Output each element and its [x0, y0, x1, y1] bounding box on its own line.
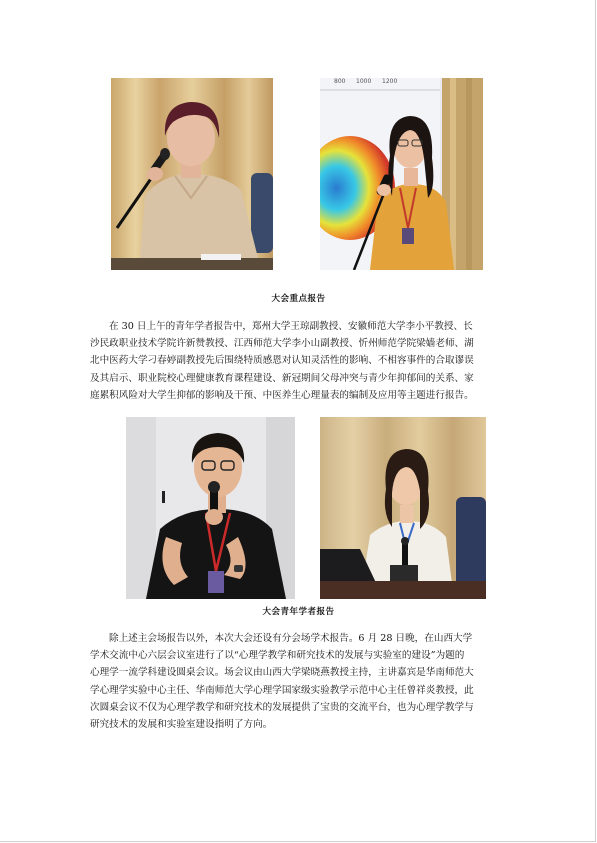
paragraph-line: 学术交流中心六层会议室进行了以“心理学教学和研究技术的发展与实验室的建设”为题的 — [90, 650, 465, 662]
svg-text:1200: 1200 — [382, 78, 398, 85]
paragraph-line: 及其启示、职业院校心理健康教育课程建设、新冠期间父母冲突与青少年抑郁间的关系、家 — [90, 372, 474, 384]
svg-text:1000: 1000 — [356, 78, 372, 85]
photo-keynote-speaker-1 — [111, 78, 273, 270]
figure1-caption: 大会重点报告 — [271, 294, 326, 304]
photo-young-scholar-2 — [320, 417, 486, 599]
paragraph-line: 心理学一流学科建设圆桌会议。场会议由山西大学梁晓燕教授主持，主讲嘉宾是华南师范大 — [90, 667, 474, 679]
paragraph-line: 沙民政职业技术学院许新赞教授、江西师范大学李小山副教授、忻州师范学院梁嫱老师、湖 — [90, 338, 474, 350]
paragraph-line: 在 30 日上午的青年学者报告中，郑州大学王琼副教授、安徽师范大学李小平教授、长 — [109, 321, 473, 332]
photo-keynote-speaker-2 — [320, 78, 483, 270]
paragraph-line: 次圆桌会议不仅为心理学教学和研究技术的发展提供了宝贵的交流平台，也为心理学教学与 — [90, 701, 474, 713]
paragraph-youth-scholar-reports — [90, 318, 520, 404]
photo-young-scholar-1 — [126, 417, 295, 599]
paragraph-line: 学心理学实验中心主任、华南师范大学心理学国家级实验教学示范中心主任曾祥炎教授，此 — [90, 684, 474, 696]
paragraph-line: 除上述主会场报告以外，本次大会还设有分会场学术报告。6 月 28 日晚，在山西大学 — [109, 633, 473, 644]
paragraph-line: 研究技术的发展和实验室建设指明了方向。 — [90, 719, 273, 731]
paragraph-line: 北中医药大学刁春婷副教授先后围绕特质感恩对认知灵活性的影响、不相容事件的合取谬误 — [90, 355, 474, 367]
paragraph-line: 庭累积风险对大学生抑郁的影响及干预、中医养生心理量表的编制及应用等主题进行报告。 — [90, 389, 474, 401]
paragraph-roundtable-meeting — [90, 630, 520, 733]
slide-axis-labels — [334, 78, 397, 85]
figure2-caption: 大会青年学者报告 — [262, 607, 335, 617]
svg-text:800: 800 — [334, 78, 346, 85]
